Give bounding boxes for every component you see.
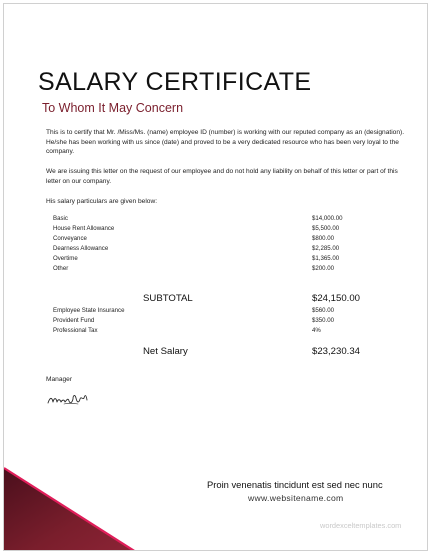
- earning-value: $1,365.00: [312, 255, 340, 262]
- earning-value: $200.00: [312, 265, 335, 272]
- deduction-label: Provident Fund: [53, 317, 95, 324]
- page-title: SALARY CERTIFICATE: [38, 68, 312, 96]
- particulars-intro: His salary particulars are given below:: [46, 198, 158, 205]
- deduction-label: Professional Tax: [53, 327, 98, 334]
- earning-value: $14,000.00: [312, 215, 343, 222]
- signatory-title: Manager: [46, 376, 73, 383]
- watermark-text: wordexceltemplates.com: [320, 521, 402, 530]
- earning-value: $800.00: [312, 235, 335, 242]
- deduction-value: 4%: [312, 327, 321, 334]
- earning-label: Other: [53, 265, 69, 272]
- certification-paragraph: This is to certify that Mr. /Miss/Ms. (name) employee ID (number) is working with our reputed company as an (designation). He/she has been working with us since (date) and proved to be a very dedicated resource who has been very loyal to the company.: [46, 129, 405, 156]
- certificate-page: [3, 3, 428, 551]
- earning-label: House Rent Allowance: [53, 225, 115, 232]
- subtotal-value: $24,150.00: [312, 293, 361, 304]
- earning-label: Dearness Allowance: [53, 245, 109, 252]
- deduction-value: $350.00: [312, 317, 335, 324]
- net-salary-label: Net Salary: [143, 346, 188, 357]
- disclaimer-paragraph: We are issuing this letter on the request of our employee and do not hold any liability on behalf of this letter or part of this letter on our company.: [46, 168, 398, 185]
- earning-label: Overtime: [53, 255, 78, 262]
- deduction-value: $560.00: [312, 307, 335, 314]
- deduction-label: Employee State Insurance: [53, 307, 125, 314]
- earning-value: $5,500.00: [312, 225, 340, 232]
- footer-website: www.websitename.com: [248, 493, 344, 503]
- subtotal-label: SUBTOTAL: [143, 293, 193, 304]
- earning-label: Conveyance: [53, 235, 87, 242]
- net-salary-value: $23,230.34: [312, 346, 361, 357]
- earning-value: $2,285.00: [312, 245, 340, 252]
- corner-decoration: [4, 464, 144, 551]
- earning-label: Basic: [53, 215, 68, 222]
- footer-tagline: Proin venenatis tincidunt est sed nec nunc: [207, 479, 383, 490]
- salutation: To Whom It May Concern: [42, 101, 184, 115]
- signature-image: [46, 391, 90, 409]
